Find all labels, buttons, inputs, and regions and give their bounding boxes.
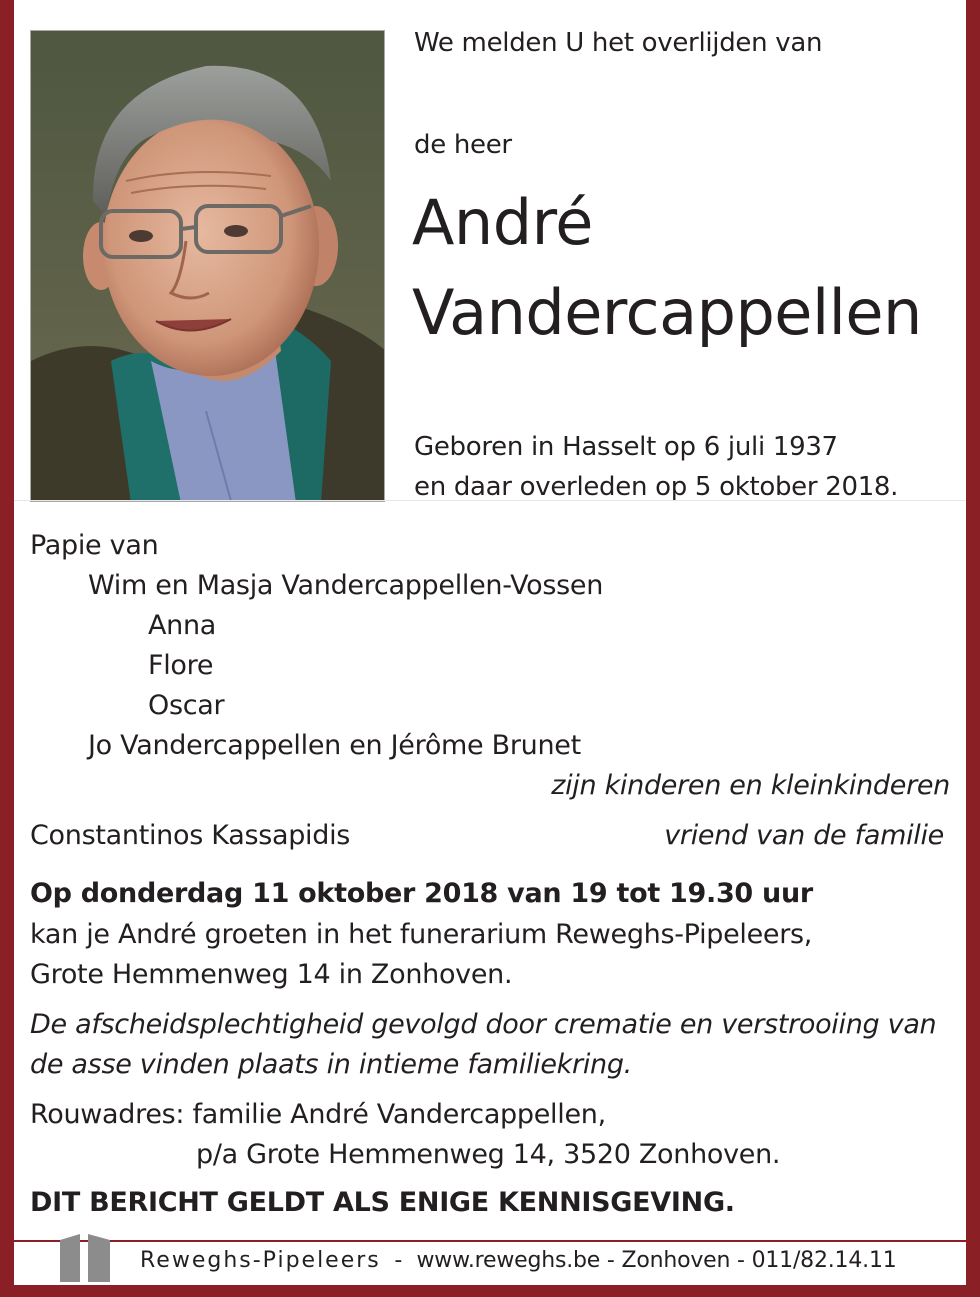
section-divider (14, 500, 966, 501)
footer-details: www.reweghs.be - Zonhoven - 011/82.14.11 (416, 1248, 897, 1273)
intro-text: We melden U het overlijden van (414, 28, 823, 58)
deceased-first-name: André (412, 186, 593, 259)
footer-contact (140, 1248, 897, 1273)
visitation-line-1: kan je André groeten in het funerarium Reweghs-Pipeleers, (30, 919, 813, 950)
portrait-illustration (31, 31, 385, 502)
portrait-photo (30, 30, 385, 502)
visitation-line-2: Grote Hemmenweg 14 in Zonhoven. (30, 959, 513, 990)
child-2: Jo Vandercappellen en Jérôme Brunet (88, 730, 581, 761)
children-caption: zijn kinderen en kleinkinderen (551, 770, 950, 801)
grandchild-3: Oscar (148, 690, 225, 721)
friend-caption: vriend van de familie (664, 820, 944, 851)
footer-divider (14, 1240, 966, 1242)
grandchild-1: Anna (148, 610, 217, 641)
title-prefix: de heer (414, 130, 512, 160)
visitation-datetime: Op donderdag 11 oktober 2018 van 19 tot 19.30 uur (30, 878, 813, 909)
grandchild-2: Flore (148, 650, 214, 681)
death-line: en daar overleden op 5 oktober 2018. (414, 472, 899, 502)
birth-line: Geboren in Hasselt op 6 juli 1937 (414, 432, 838, 462)
funeral-home-logo-icon (58, 1232, 116, 1282)
deceased-last-name: Vandercappellen (412, 276, 922, 349)
ceremony-line-1: De afscheidsplechtigheid gevolgd door crematie en verstrooiing van (30, 1009, 937, 1040)
friend-name: Constantinos Kassapidis (30, 820, 351, 851)
footer-brand: Reweghs-Pipeleers (140, 1248, 381, 1273)
official-notice: DIT BERICHT GELDT ALS ENIGE KENNISGEVING. (30, 1187, 735, 1218)
family-heading: Papie van (30, 530, 159, 561)
child-1: Wim en Masja Vandercappellen-Vossen (88, 570, 604, 601)
mourning-address-line-1: Rouwadres: familie André Vandercappellen, (30, 1099, 606, 1130)
mourning-address-line-2: p/a Grote Hemmenweg 14, 3520 Zonhoven. (196, 1139, 781, 1170)
ceremony-line-2: de asse vinden plaats in intieme familiekring. (30, 1049, 632, 1080)
footer-separator: - (394, 1248, 403, 1273)
